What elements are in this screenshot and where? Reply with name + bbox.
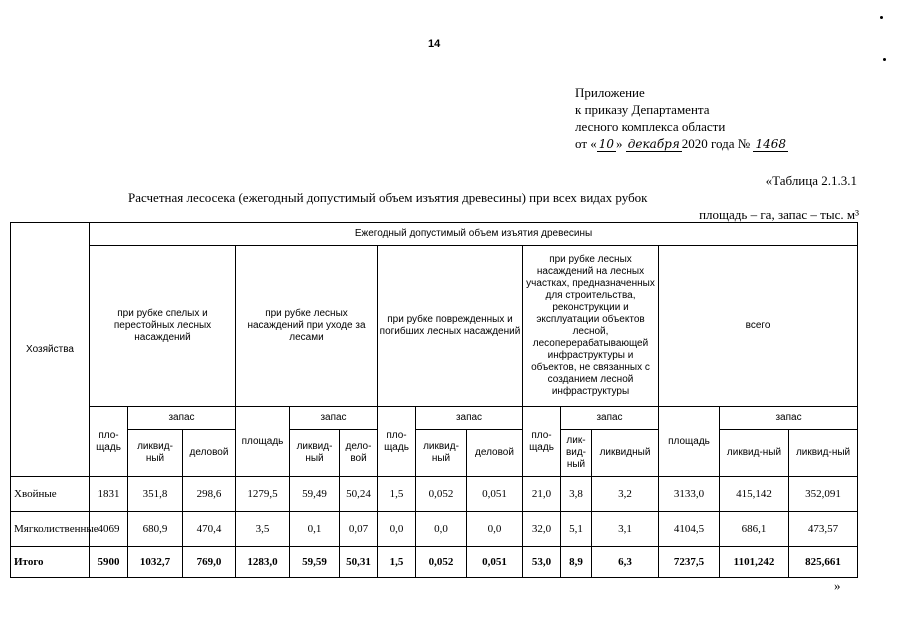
table-cell: 0,0 — [467, 512, 523, 547]
header-liquid: ликвид-ный — [128, 430, 183, 477]
header-area: пло-щадь — [378, 407, 416, 477]
header-stock: запас — [561, 407, 659, 430]
table-cell: 1279,5 — [236, 477, 290, 512]
header-stock: запас — [128, 407, 236, 430]
table-cell: 3,2 — [592, 477, 659, 512]
header-liquid: ликвид-ный — [720, 430, 789, 477]
table-row — [11, 477, 858, 512]
table-cell: 0,1 — [290, 512, 340, 547]
table-cell: 53,0 — [523, 547, 561, 578]
table-cell: 5,1 — [561, 512, 592, 547]
date-month-handwritten: декабря — [627, 137, 680, 151]
table-cell: 1283,0 — [236, 547, 290, 578]
table-cell: 0,07 — [340, 512, 378, 547]
appendix-block — [575, 84, 788, 153]
header-area: площадь — [236, 407, 290, 477]
header-stock: запас — [290, 407, 378, 430]
header-row-3 — [11, 407, 858, 430]
units-note: площадь – га, запас – тыс. м³ — [699, 207, 859, 222]
table-number: «Таблица 2.1.3.1 — [765, 173, 857, 188]
header-c4: при рубке лесных насаждений на лесных участках, предназначенных для строительства, реконструкции и эксплуатации объектов лесной, лесоперерабатывающей инфраструктуры и объектов, не связанных с созданием лесной инфраструктуры — [523, 246, 659, 407]
table-cell: 7237,5 — [659, 547, 720, 578]
header-stock: запас — [720, 407, 858, 430]
table-cell: 0,052 — [416, 477, 467, 512]
table-cell: 5900 — [90, 547, 128, 578]
table-cell: 351,8 — [128, 477, 183, 512]
table-cell: 50,24 — [340, 477, 378, 512]
table-body — [11, 477, 858, 578]
table-cell: 1,5 — [378, 547, 416, 578]
table-cell: 50,31 — [340, 547, 378, 578]
table-cell: 59,59 — [290, 547, 340, 578]
header-area: площадь — [659, 407, 720, 477]
table-cell: 3,5 — [236, 512, 290, 547]
table-cell: 1101,242 — [720, 547, 789, 578]
data-table — [10, 222, 858, 578]
table-cell: 825,661 — [789, 547, 858, 578]
header-liquid: ликвид-ный — [290, 430, 340, 477]
table-cell: 298,6 — [183, 477, 236, 512]
scan-speck — [883, 58, 886, 61]
table-cell: 8,9 — [561, 547, 592, 578]
table-cell: 0,052 — [416, 547, 467, 578]
closing-quote: » — [834, 578, 841, 593]
table-cell: 1032,7 — [128, 547, 183, 578]
header-liquid: ликвид-ный — [416, 430, 467, 477]
row-label: Итого — [11, 547, 90, 578]
table-cell: 769,0 — [183, 547, 236, 578]
header-stock: запас — [416, 407, 523, 430]
header-liquid: ликвид-ный — [789, 430, 858, 477]
table-cell: 59,49 — [290, 477, 340, 512]
header-owner: Хозяйства — [11, 223, 90, 477]
table-cell: 3133,0 — [659, 477, 720, 512]
header-row-4 — [11, 430, 858, 477]
header-group: Ежегодный допустимый объем изъятия древесины — [90, 223, 858, 246]
header-c3: при рубке поврежденных и погибших лесных насаждений — [378, 246, 523, 407]
table-cell: 1,5 — [378, 477, 416, 512]
header-business: деловой — [467, 430, 523, 477]
table-cell: 415,142 — [720, 477, 789, 512]
header-c5: всего — [659, 246, 858, 407]
table-cell: 352,091 — [789, 477, 858, 512]
header-liquid: ликвидный — [592, 430, 659, 477]
table-cell: 0,051 — [467, 547, 523, 578]
table-cell: 6,3 — [592, 547, 659, 578]
table-title: Расчетная лесосека (ежегодный допустимый объем изъятия древесины) при всех видах рубок — [128, 190, 648, 205]
table-cell: 0,0 — [378, 512, 416, 547]
appendix-line: Приложение — [575, 85, 645, 100]
date-day-handwritten: 10 — [598, 137, 615, 151]
row-label: Мягколиственные — [11, 512, 90, 547]
table-cell: 3,8 — [561, 477, 592, 512]
date-prefix: от « — [575, 136, 597, 151]
table-cell: 686,1 — [720, 512, 789, 547]
table-cell: 3,1 — [592, 512, 659, 547]
table-cell: 0,051 — [467, 477, 523, 512]
table-cell: 4069 — [90, 512, 128, 547]
header-business: дело-вой — [340, 430, 378, 477]
appendix-line: к приказу Департамента — [575, 102, 710, 117]
header-business: деловой — [183, 430, 236, 477]
appendix-date-line — [575, 135, 788, 153]
table-cell: 21,0 — [523, 477, 561, 512]
table-cell: 4104,5 — [659, 512, 720, 547]
date-mid: » — [616, 136, 623, 151]
header-row-1 — [11, 223, 858, 246]
table-cell: 473,57 — [789, 512, 858, 547]
appendix-line: лесного комплекса области — [575, 119, 726, 134]
header-c2: при рубке лесных насаждений при уходе за лесами — [236, 246, 378, 407]
table-row — [11, 547, 858, 578]
header-row-2 — [11, 246, 858, 407]
header-area: пло-щадь — [523, 407, 561, 477]
table-cell: 0,0 — [416, 512, 467, 547]
table-cell: 680,9 — [128, 512, 183, 547]
table-cell: 1831 — [90, 477, 128, 512]
date-year: 2020 года № — [681, 136, 751, 151]
header-c1: при рубке спелых и перестойных лесных насаждений — [90, 246, 236, 407]
table-cell: 32,0 — [523, 512, 561, 547]
row-label: Хвойные — [11, 477, 90, 512]
table-cell: 470,4 — [183, 512, 236, 547]
table-row — [11, 512, 858, 547]
header-area: пло-щадь — [90, 407, 128, 477]
page-number: 14 — [428, 38, 441, 50]
scan-speck — [880, 16, 883, 19]
order-number-handwritten: 1468 — [755, 137, 786, 151]
header-liquid: лик-вид-ный — [561, 430, 592, 477]
